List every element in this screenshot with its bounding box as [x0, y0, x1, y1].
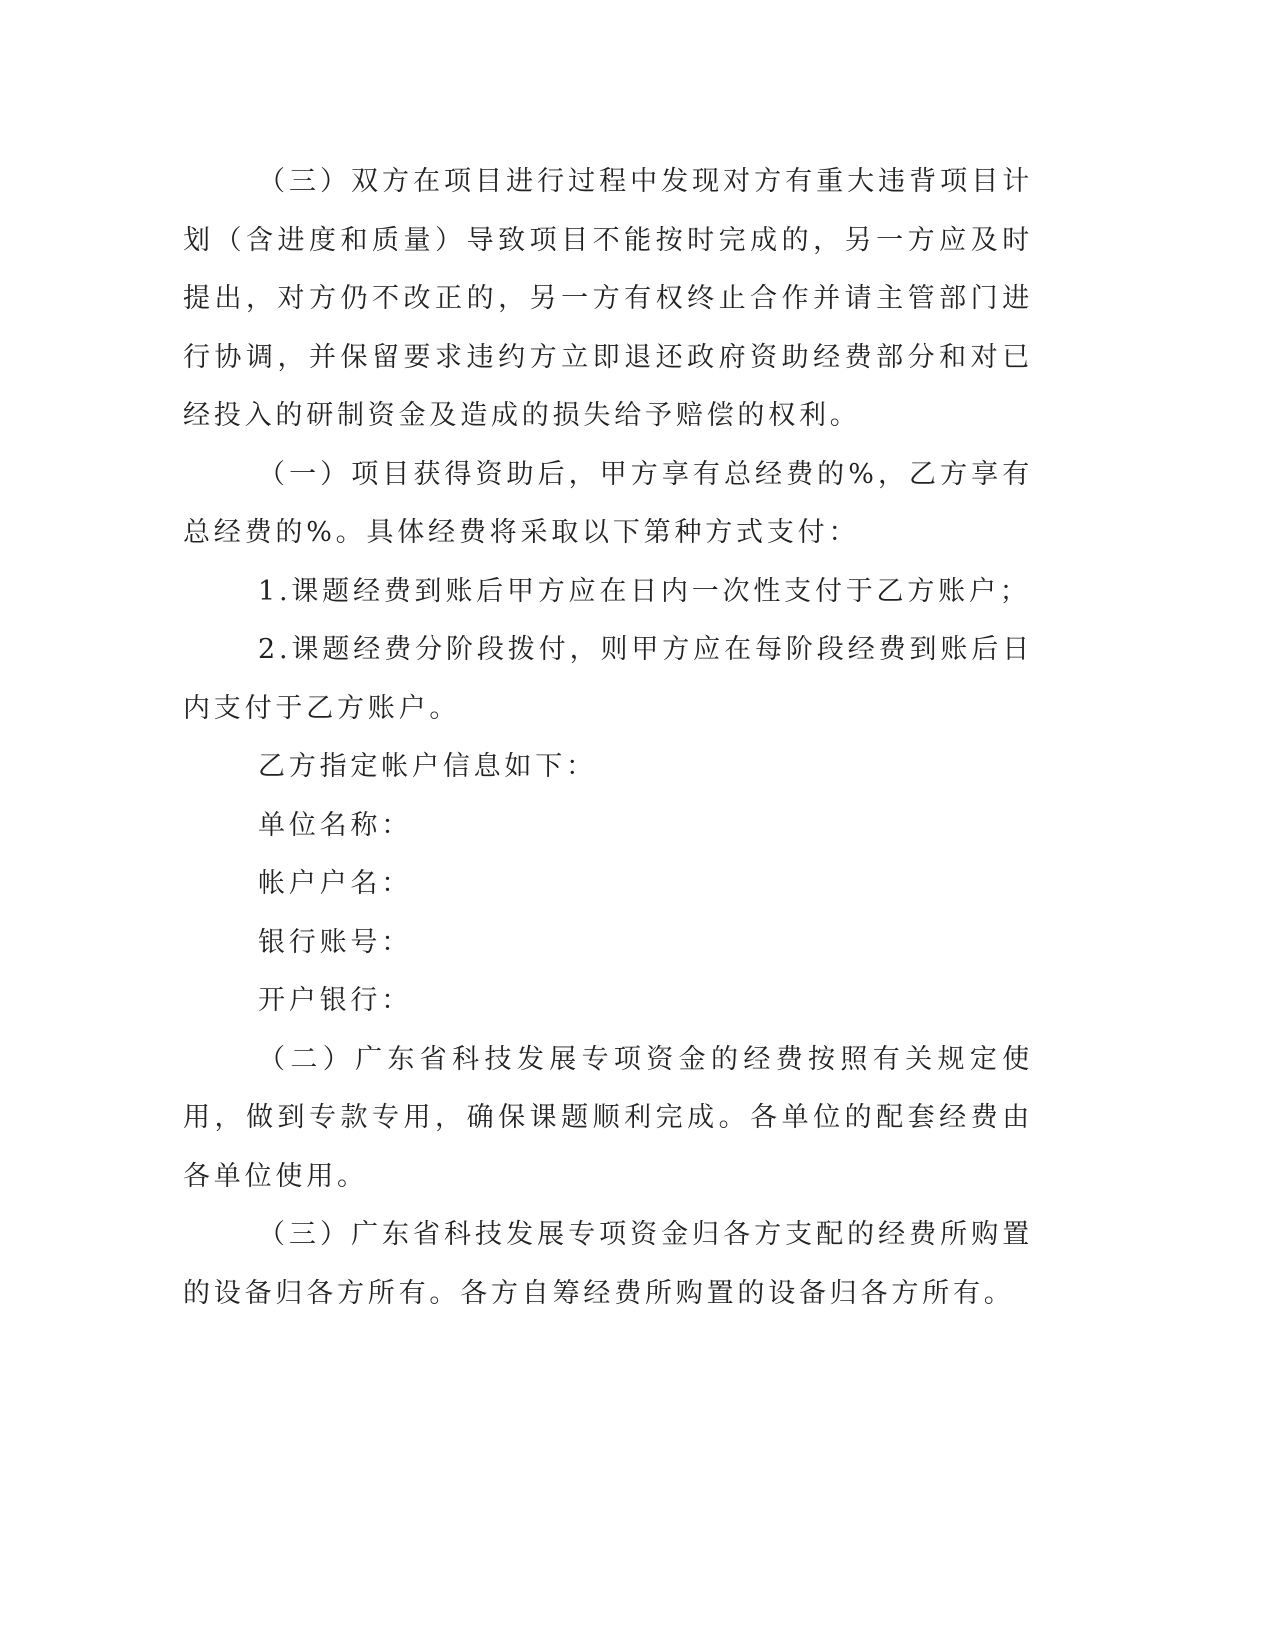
field-account-name: 帐户户名：	[258, 868, 412, 899]
paragraph-account-info-heading: 乙方指定帐户信息如下：	[258, 751, 597, 782]
paragraph-payment-option-2: 2.课题经费分阶段拨付，则甲方应在每阶段经费到账后日内支付于乙方账户。	[183, 634, 1033, 724]
paragraph-equipment-ownership: （三）广东省科技发展专项资金归各方支配的经费所购置的设备归各方所有。各方自筹经费所购置的设备归各方所有。	[183, 1219, 1033, 1309]
field-unit-name: 单位名称：	[258, 809, 412, 841]
document-body	[183, 153, 1033, 1323]
paragraph-funding-share: （一）项目获得资助后，甲方享有总经费的%，乙方享有总经费的%。具体经费将采取以下第种方式支付：	[183, 458, 1033, 548]
paragraph-payment-option-1: 1.课题经费到账后甲方应在日内一次性支付于乙方账户；	[258, 575, 1031, 607]
paragraph-fund-usage: （二）广东省科技发展专项资金的经费按照有关规定使用，做到专款专用，确保课题顺利完成。各单位的配套经费由各单位使用。	[183, 1043, 1033, 1192]
paragraph-breach-termination: （三）双方在项目进行过程中发现对方有重大违背项目计划（含进度和质量）导致项目不能按时完成的，另一方应及时提出，对方仍不改正的，另一方有权终止合作并请主管部门进行协调，并保留要求违约方立即退还政府资助经费部分和对已经投入的研制资金及造成的损失给予赔偿的权利。	[183, 166, 1033, 431]
field-opening-bank: 开户银行：	[258, 985, 412, 1016]
field-bank-account-number: 银行账号：	[258, 926, 412, 958]
